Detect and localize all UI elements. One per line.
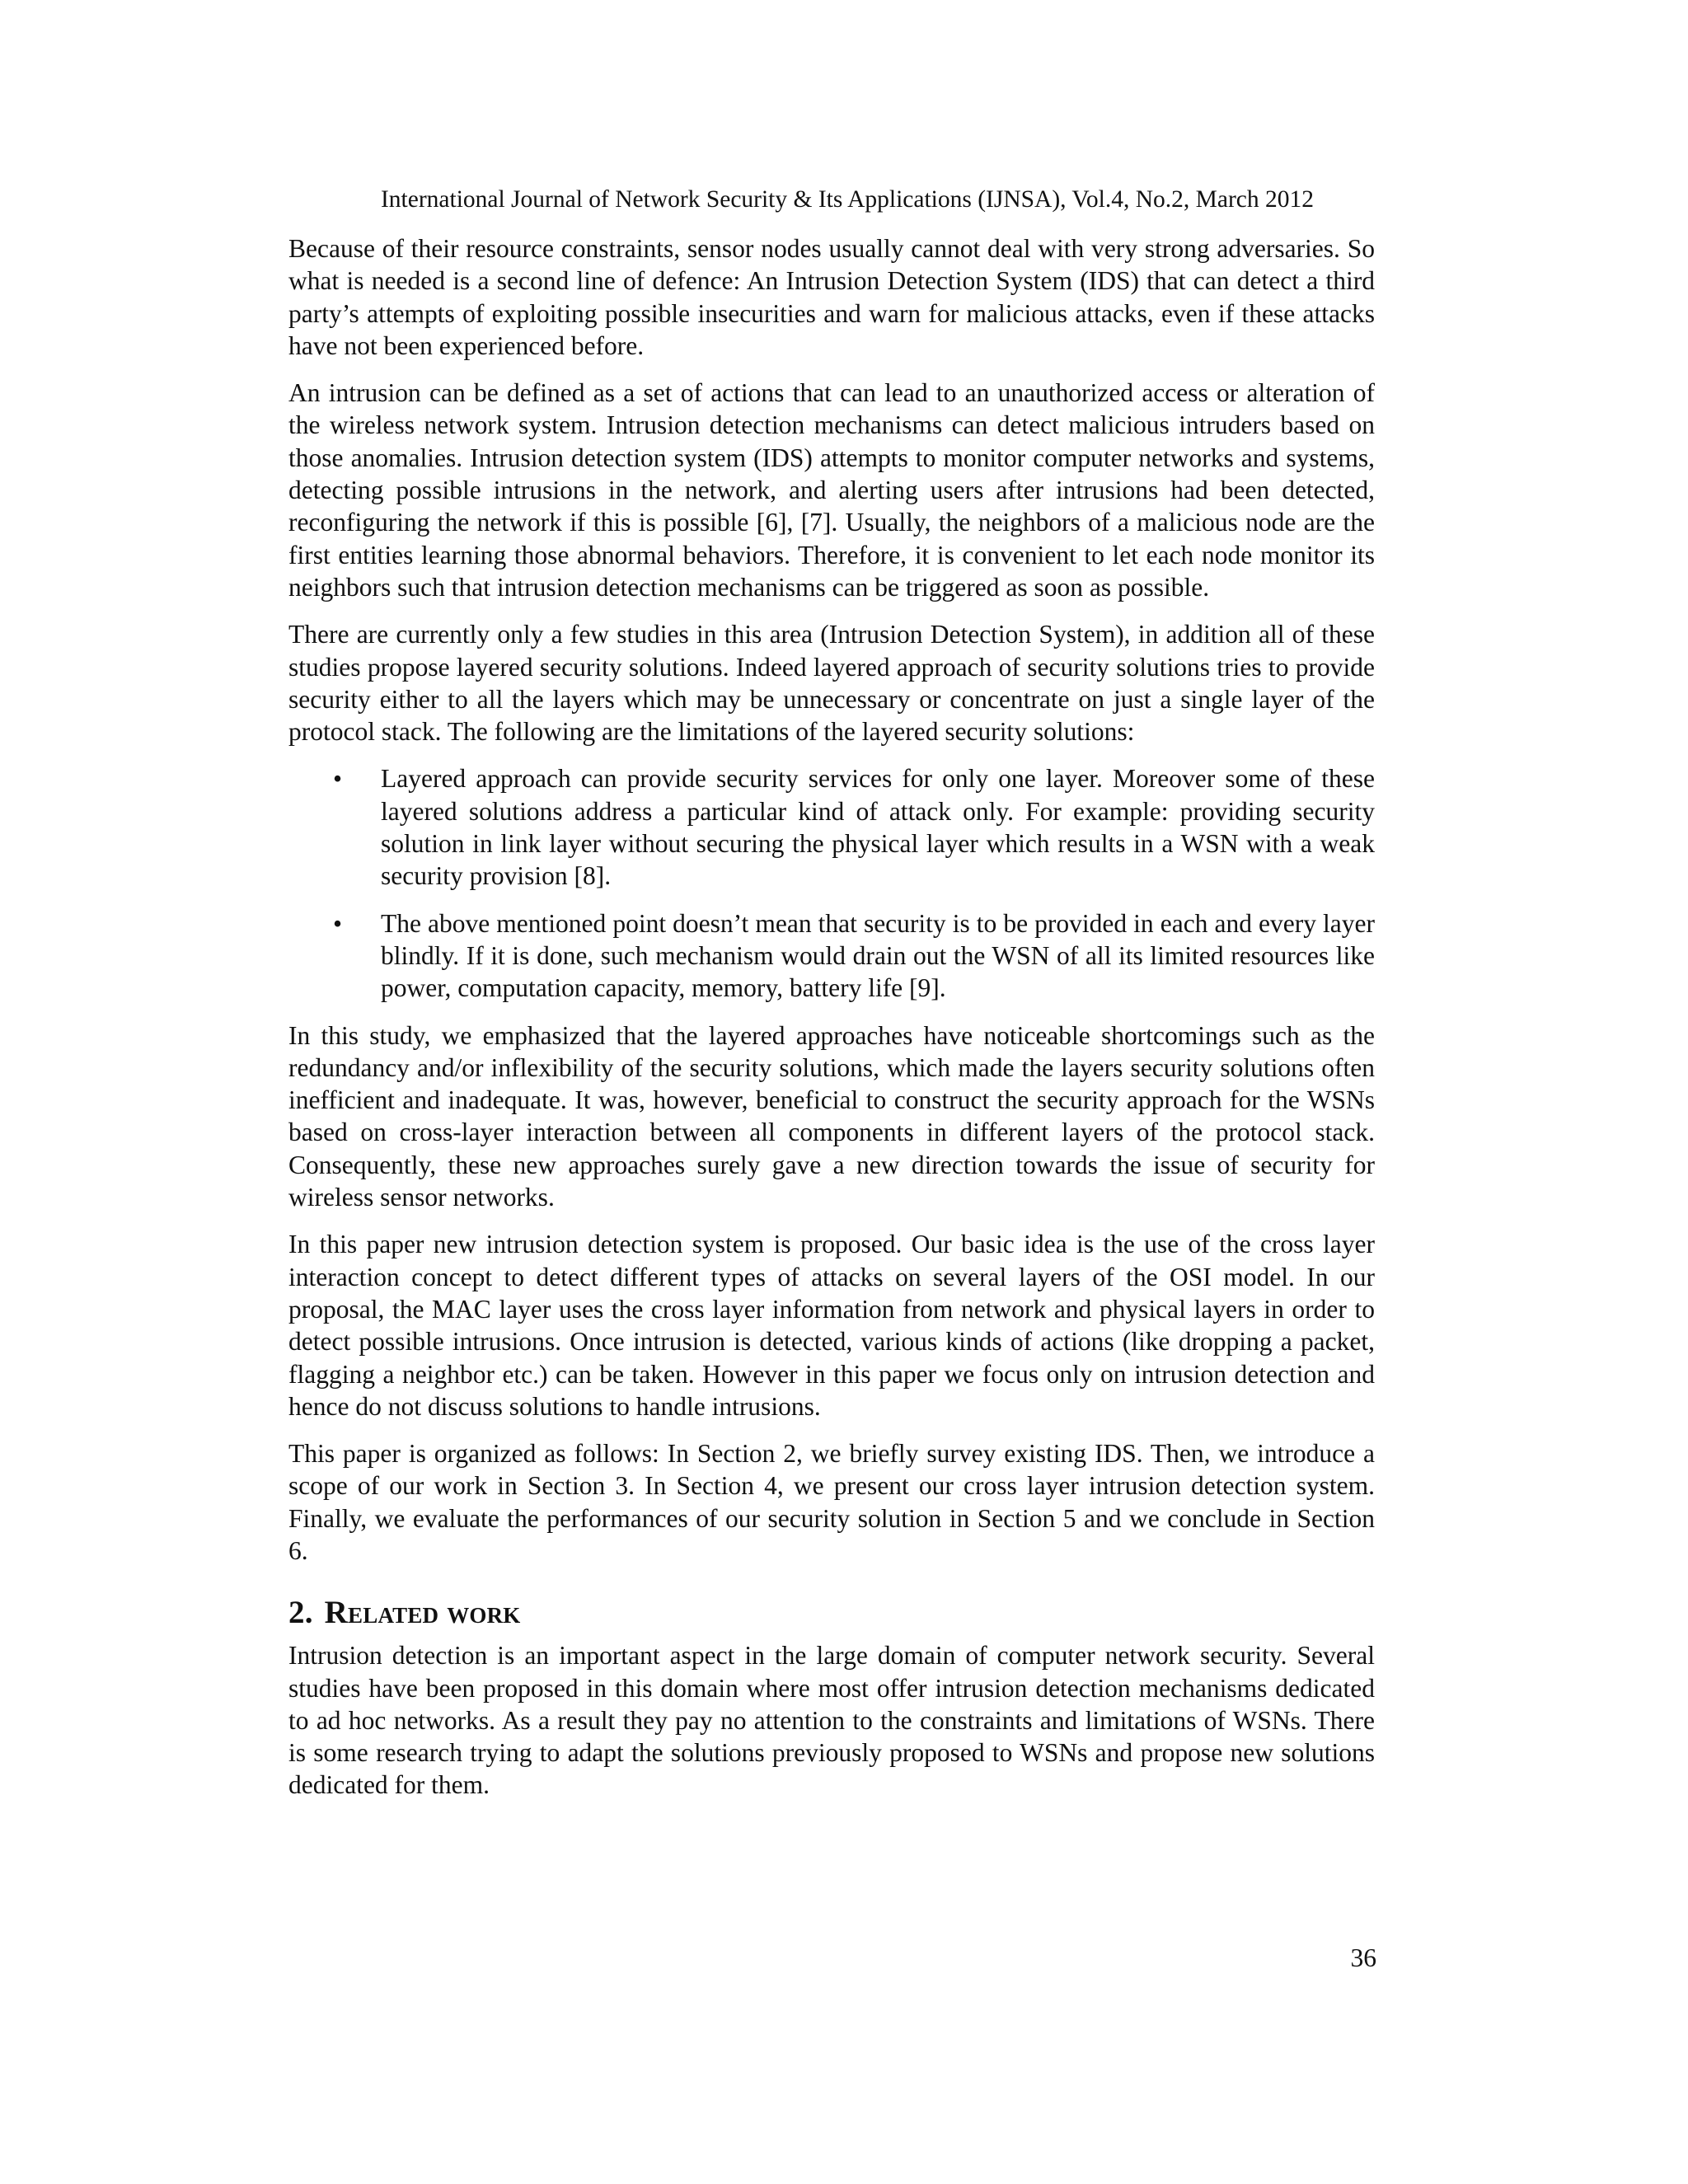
limitations-list xyxy=(288,762,1375,1004)
list-item xyxy=(288,762,1375,892)
bullet-icon: • xyxy=(333,908,343,938)
page-number: 36 xyxy=(1350,1943,1376,1972)
paragraph: An intrusion can be defined as a set of actions that can lead to an unauthorized access or alteration of the wireless network system. Intrusion detection mechanisms can detect malicious intruders based on those anomalies. Intrusion detection system (IDS) attempts to monitor computer networks and systems, detecting possible intrusions in the network, and alerting users after intrusions had been detected, reconfiguring the network if this is possible [6], [7]. Usually, the neighbors of a malicious node are the first entities learning those abnormal behaviors. Therefore, it is convenient to let each node monitor its neighbors such that intrusion detection mechanisms can be triggered as soon as possible. xyxy=(288,378,1375,602)
section-title: Related work xyxy=(324,1595,521,1631)
paragraph: Intrusion detection is an important aspect in the large domain of computer network security. Several studies have been proposed in this domain where most offer intrusion detection mechanisms dedicated to ad hoc networks. As a result they pay no attention to the constraints and limitations of WSNs. There is some research trying to adapt the solutions previously proposed to WSNs and propose new solutions dedicated for them. xyxy=(288,1641,1375,1800)
section-number: 2. xyxy=(288,1595,313,1631)
article-body xyxy=(288,232,1375,1816)
bullet-icon: • xyxy=(333,764,343,794)
list-item xyxy=(288,907,1375,1005)
list-item-text: Layered approach can provide security services for only one layer. Moreover some of these layered solutions address a particular kind of attack only. For example: providing security solution in link layer without securing the physical layer which results in a WSN with a weak security provision [8]. xyxy=(381,764,1375,891)
list-item-text: The above mentioned point doesn’t mean that security is to be provided in each and every layer blindly. If it is done, such mechanism would drain out the WSN of all its limited resources like power, computation capacity, memory, battery life [9]. xyxy=(381,908,1375,1003)
section-heading xyxy=(288,1593,1375,1633)
running-header: International Journal of Network Security & Its Applications (IJNSA), Vol.4, No.2, March 2012 xyxy=(380,186,1315,213)
paragraph: In this paper new intrusion detection system is proposed. Our basic idea is the use of the cross layer interaction concept to detect different types of attacks on several layers of the OSI model. In our proposal, the MAC layer uses the cross layer information from network and physical layers in order to detect possible intrusions. Once intrusion is detected, various kinds of actions (like dropping a packet, flagging a neighbor etc.) can be taken. However in this paper we focus only on intrusion detection and hence do not discuss solutions to handle intrusions. xyxy=(288,1230,1375,1421)
paragraph: In this study, we emphasized that the layered approaches have noticeable shortcomings such as the redundancy and/or inflexibility of the security solutions, which made the layers security solutions often inefficient and inadequate. It was, however, beneficial to construct the security approach for the WSNs based on cross-layer interaction between all components in different layers of the protocol stack. Consequently, these new approaches surely gave a new direction towards the issue of security for wireless sensor networks. xyxy=(288,1020,1375,1212)
paragraph: This paper is organized as follows: In Section 2, we briefly survey existing IDS. Then, we introduce a scope of our work in Section 3. In Section 4, we present our cross layer intrusion detection system. Finally, we evaluate the performances of our security solution in Section 5 and we conclude in Section 6. xyxy=(288,1439,1375,1565)
paragraph: Because of their resource constraints, sensor nodes usually cannot deal with very strong adversaries. So what is needed is a second line of defence: An Intrusion Detection System (IDS) that can detect a third party’s attempts of exploiting possible insecurities and warn for malicious attacks, even if these attacks have not been experienced before. xyxy=(288,234,1375,360)
paragraph: There are currently only a few studies in this area (Intrusion Detection System), in addition all of these studies propose layered security solutions. Indeed layered approach of security solutions tries to provide security either to all the layers which may be unnecessary or concentrate on just a single layer of the protocol stack. The following are the limitations of the layered security solutions: xyxy=(288,620,1375,747)
